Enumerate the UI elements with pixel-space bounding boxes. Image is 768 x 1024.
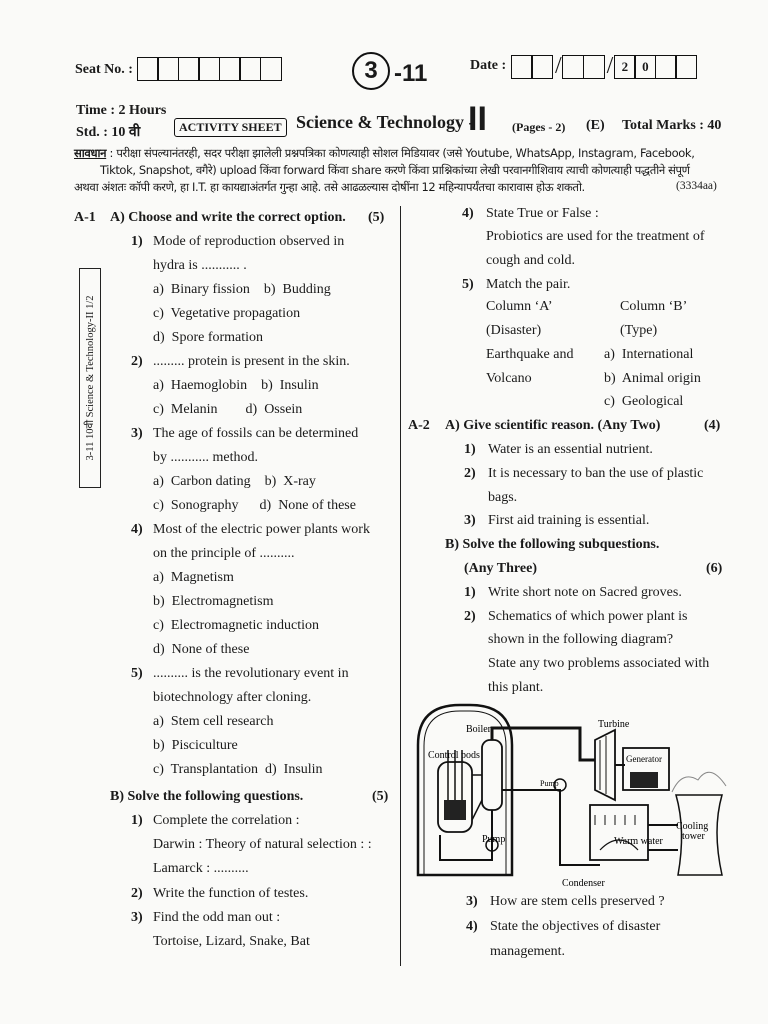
question-text: Match the pair. (486, 277, 571, 292)
std-label: Std. : 10 वी (76, 125, 141, 140)
subject-title: Science & Technology - (296, 112, 475, 132)
question-text: How are stem cells preserved ? (490, 894, 665, 909)
question-number: 2) (131, 354, 143, 369)
column-divider (400, 206, 401, 966)
column-b-item: a) International (604, 347, 694, 362)
warning-line-1: सावधान : परीक्षा संपल्यानंतरही, सदर परीक्षा झालेली प्रश्नपत्रिका कोणत्याही सोशल मिडियावर (जसे Youtube, WhatsApp, Instagram, Facebook, (74, 146, 695, 160)
medium-label: (E) (586, 118, 605, 133)
question-text: Write the function of testes. (153, 886, 309, 901)
question-text: Mode of reproduction observed in (153, 234, 345, 249)
question-number: 5) (462, 277, 474, 292)
question-number: 3) (131, 426, 143, 441)
turbine-icon (595, 730, 615, 800)
section-a2b-heading: B) Solve the following subquestions. (445, 537, 660, 552)
section-a1-heading: A) Choose and write the correct option. (110, 210, 346, 225)
generator-label: Generator (626, 754, 662, 764)
question-text: Schematics of which power plant is (488, 609, 688, 624)
option-row: c) Vegetative propagation (153, 306, 301, 321)
column-a-item: Volcano (486, 371, 532, 386)
section-a2-marks: (4) (704, 418, 721, 433)
option-row: c) Electromagnetic induction (153, 618, 319, 633)
question-text: management. (490, 944, 566, 959)
question-text: Lamarck : .......... (153, 861, 249, 876)
column-a-header: Column ‘A’ (486, 299, 553, 314)
question-number: 3) (466, 894, 478, 909)
pages-label: (Pages - 2) (512, 120, 566, 134)
question-number: 4) (131, 522, 143, 537)
question-text: Most of the electric power plants work (153, 522, 370, 537)
date-boxes[interactable]: / / 2 0 (512, 53, 697, 80)
question-text: biotechnology after cloning. (153, 690, 312, 705)
year-digit (675, 55, 697, 79)
cooling-tower-label: tower (682, 831, 705, 842)
section-a1-marks: (5) (368, 210, 385, 225)
question-text: Water is an essential nutrient. (488, 442, 653, 457)
time-label: Time : 2 Hours (76, 103, 167, 118)
paper-code (352, 52, 427, 90)
column-b-subheader: (Type) (620, 323, 658, 338)
question-text: Find the odd man out : (153, 910, 281, 925)
question-text: State True or False : (486, 206, 599, 221)
side-label: 3-11 10वी Science & Technology-II 1/2 (85, 295, 96, 461)
seat-number-boxes[interactable] (138, 57, 282, 81)
activity-sheet-badge: ACTIVITY SHEET (174, 118, 287, 137)
turbine-label: Turbine (598, 719, 630, 730)
option-row: a) Carbon dating b) X-ray (153, 474, 316, 489)
column-b-item: b) Animal origin (604, 371, 701, 386)
steam-generator (482, 740, 502, 810)
question-text: Tortoise, Lizard, Snake, Bat (153, 934, 310, 949)
year-digit: 0 (634, 55, 656, 79)
pump-label: Pump (540, 779, 559, 788)
reactor-core (444, 800, 466, 820)
question-text: Complete the correlation : (153, 813, 300, 828)
section-a2-label: A-2 (408, 418, 430, 433)
column-b-header: Column ‘B’ (620, 299, 688, 314)
question-text: Darwin : Theory of natural selection : : (153, 837, 372, 852)
option-row: a) Magnetism (153, 570, 234, 585)
question-text: First aid training is essential. (488, 513, 650, 528)
section-a2-heading: A) Give scientific reason. (Any Two) (445, 418, 661, 433)
question-number: 1) (464, 442, 476, 457)
option-row: c) Transplantation d) Insulin (153, 762, 323, 777)
section-a2b-subheading: (Any Three) (464, 561, 537, 576)
question-text: shown in the following diagram? (488, 632, 674, 647)
section-b-marks: (5) (372, 789, 389, 804)
question-number: 2) (464, 466, 476, 481)
question-text: cough and cold. (486, 253, 576, 268)
question-number: 3) (131, 910, 143, 925)
question-number: 1) (131, 813, 143, 828)
question-number: 1) (131, 234, 143, 249)
option-row: a) Stem cell research (153, 714, 274, 729)
side-label-box (79, 268, 101, 488)
column-a-subheader: (Disaster) (486, 323, 542, 338)
option-row: d) None of these (153, 642, 250, 657)
section-a1-label: A-1 (74, 210, 96, 225)
subject-part: II (468, 100, 487, 138)
date-label: Date : (470, 58, 507, 73)
option-row: c) Melanin d) Ossein (153, 402, 303, 417)
question-text: Write short note on Sacred groves. (488, 585, 682, 600)
paper-code-suffix: -11 (394, 60, 428, 88)
condenser-icon (590, 805, 648, 860)
pump-label: Pump (482, 834, 506, 845)
question-text: The age of fossils can be determined (153, 426, 359, 441)
question-number: 4) (466, 919, 478, 934)
column-a-item: Earthquake and (486, 347, 574, 362)
section-a2b-marks: (6) (706, 561, 723, 576)
question-text: hydra is ........... . (153, 258, 247, 273)
warning-line-3: अथवा अंशतः कॉपी करणे, हा I.T. हा कायद्याअंतर्गत गुन्हा आहे. तसे आढळल्यास दोषींना 12 महिन्यापर्यंतचा कारावास होऊ शकतो. (74, 180, 585, 194)
option-row: c) Sonography d) None of these (153, 498, 356, 513)
paper-code-circle: 3 (352, 52, 390, 90)
question-number: 4) (462, 206, 474, 221)
question-number: 2) (131, 886, 143, 901)
control-rods-label: Control pods (428, 750, 480, 761)
question-text: on the principle of .......... (153, 546, 295, 561)
year-digit (655, 55, 677, 79)
question-text: ......... protein is present in the skin. (153, 354, 350, 369)
warning-code: (3334aa) (676, 180, 717, 192)
cooling-tower-label: Cooling (676, 821, 709, 832)
steam-pipe (492, 728, 595, 760)
question-text: by ........... method. (153, 450, 258, 465)
seat-label: Seat No. : (75, 62, 133, 77)
question-number: 5) (131, 666, 143, 681)
feedwater-pipe (502, 790, 600, 865)
condenser-label: Condenser (562, 878, 605, 889)
option-row: a) Binary fission b) Budding (153, 282, 331, 297)
question-text: State any two problems associated with (488, 656, 710, 671)
question-number: 1) (464, 585, 476, 600)
option-row: d) Spore formation (153, 330, 264, 345)
section-b-heading: B) Solve the following questions. (110, 789, 304, 804)
question-number: 3) (464, 513, 476, 528)
power-plant-diagram (410, 700, 740, 890)
question-text: Probiotics are used for the treatment of (486, 229, 705, 244)
option-row: b) Electromagnetism (153, 594, 274, 609)
question-text: this plant. (488, 680, 544, 695)
option-row: a) Haemoglobin b) Insulin (153, 378, 319, 393)
warning-label: सावधान (74, 146, 107, 160)
year-digit: 2 (614, 55, 636, 79)
question-text: State the objectives of disaster (490, 919, 661, 934)
total-marks: Total Marks : 40 (622, 118, 722, 133)
question-number: 2) (464, 609, 476, 624)
containment-building (418, 705, 512, 875)
question-text: .......... is the revolutionary event in (153, 666, 349, 681)
warning-line-2: Tiktok, Snapshot, वगैरे) upload किंवा forward किंवा share करणे किंवा प्राश्निकांच्या लेखी परवानगीशिवाय त्याची कोणत्याही पद्धतीने संपूर्ण (100, 163, 690, 177)
column-b-item: c) Geological (604, 394, 684, 409)
question-text: bags. (488, 490, 518, 505)
warm-water-label: Warm water (614, 836, 663, 847)
question-text: It is necessary to ban the use of plastic (488, 466, 704, 481)
primary-loop-pipe (472, 775, 482, 820)
boiler-label: Boiler (466, 724, 491, 735)
option-row: b) Pisciculture (153, 738, 238, 753)
